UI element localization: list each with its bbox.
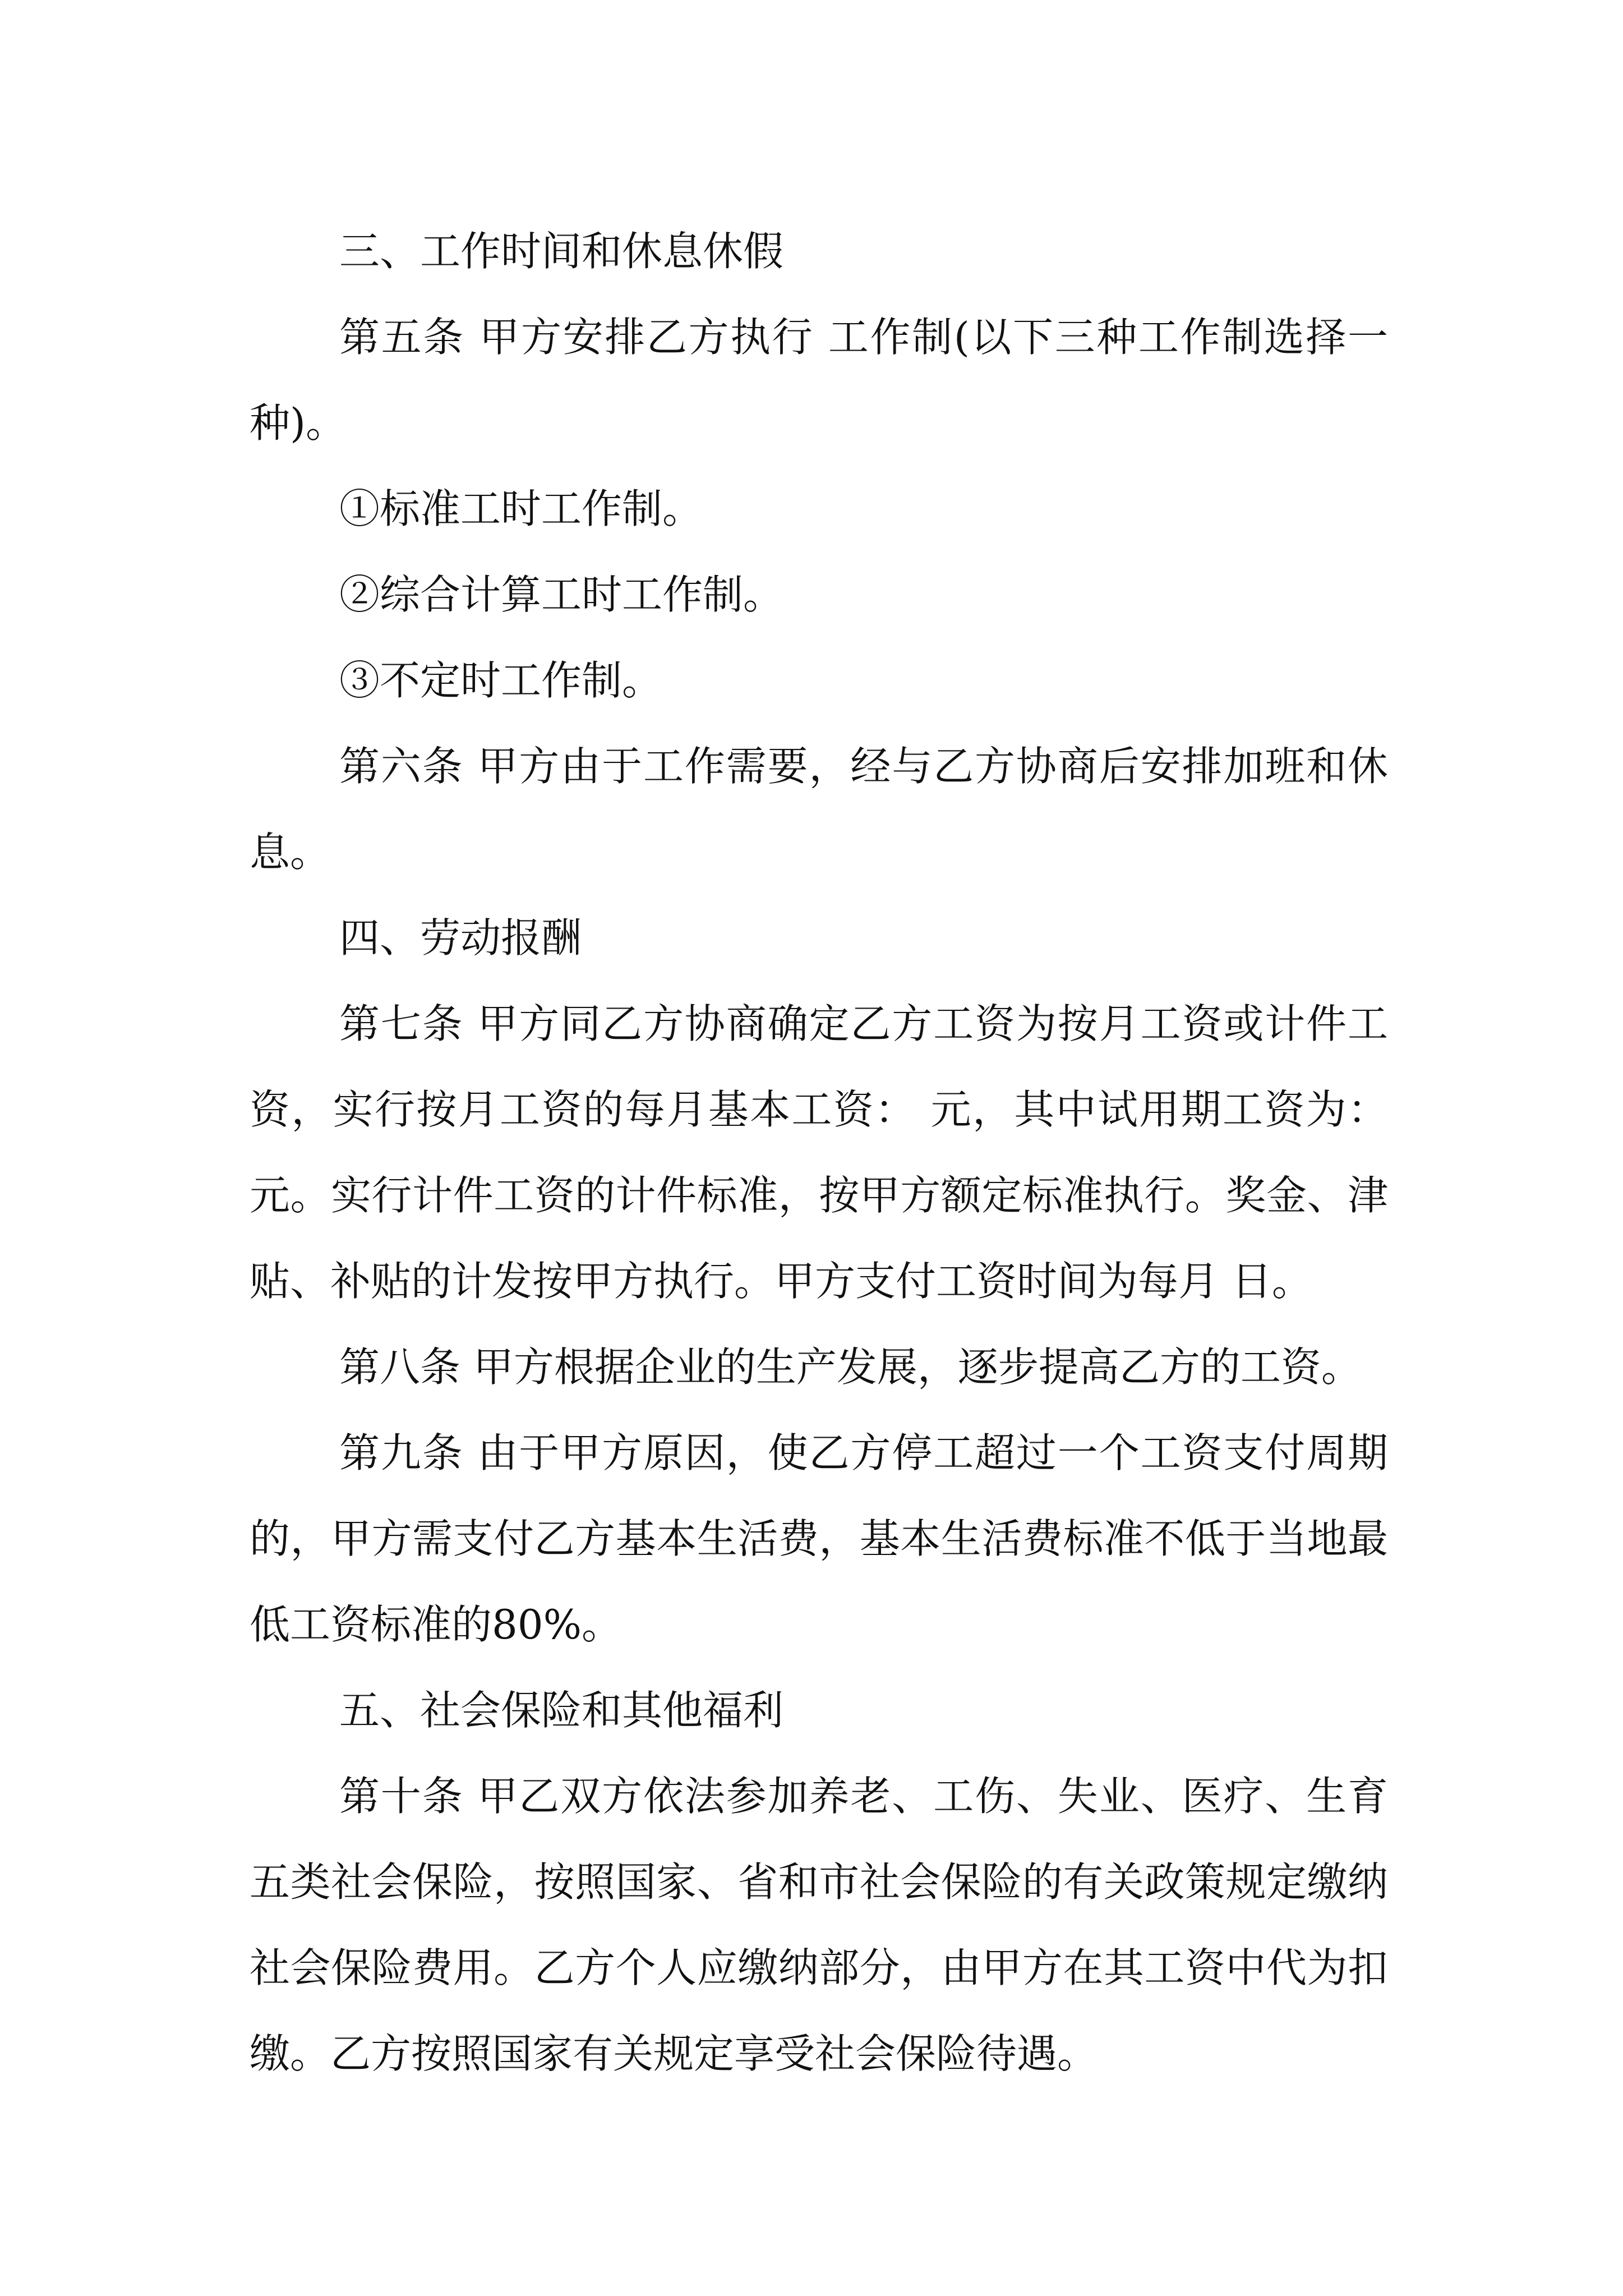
option-comprehensive-hours: ②综合计算工时工作制。 <box>339 571 784 618</box>
article-8: 第八条 甲方根据企业的生产发展，逐步提高乙方的工资。 <box>339 1343 1362 1391</box>
option-standard-hours: ①标准工时工作制。 <box>339 485 703 532</box>
document-body <box>250 209 1388 2097</box>
section-heading-working-hours: 三、工作时间和休息休假 <box>339 228 784 275</box>
article-6: 第六条 甲方由于工作需要，经与乙方协商后安排加班和休息。 <box>250 743 1388 876</box>
article-7: 第七条 甲方同乙方协商确定乙方工资为按月工资或计件工资，实行按月工资的每月基本工资： 元，其中试用期工资为： 元。实行计件工资的计件标准，按甲方额定标准执行。奖金、津贴、补贴的计发按甲方执行。甲方支付工资时间为每月 日。 <box>250 1000 1388 1305</box>
section-heading-remuneration: 四、劳动报酬 <box>339 914 582 961</box>
article-5: 第五条 甲方安排乙方执行 工作制(以下三种工作制选择一种)。 <box>250 314 1388 447</box>
section-heading-social-insurance: 五、社会保险和其他福利 <box>339 1687 784 1734</box>
article-9: 第九条 由于甲方原因，使乙方停工超过一个工资支付周期的，甲方需支付乙方基本生活费，基本生活费标准不低于当地最低工资标准的80%。 <box>250 1429 1388 1648</box>
option-flexible-hours: ③不定时工作制。 <box>339 657 663 704</box>
article-10: 第十条 甲乙双方依法参加养老、工伤、失业、医疗、生育五类社会保险，按照国家、省和市社会保险的有关政策规定缴纳社会保险费用。乙方个人应缴纳部分，由甲方在其工资中代为扣缴。乙方按照国家有关规定享受社会保险待遇。 <box>250 1773 1388 2077</box>
